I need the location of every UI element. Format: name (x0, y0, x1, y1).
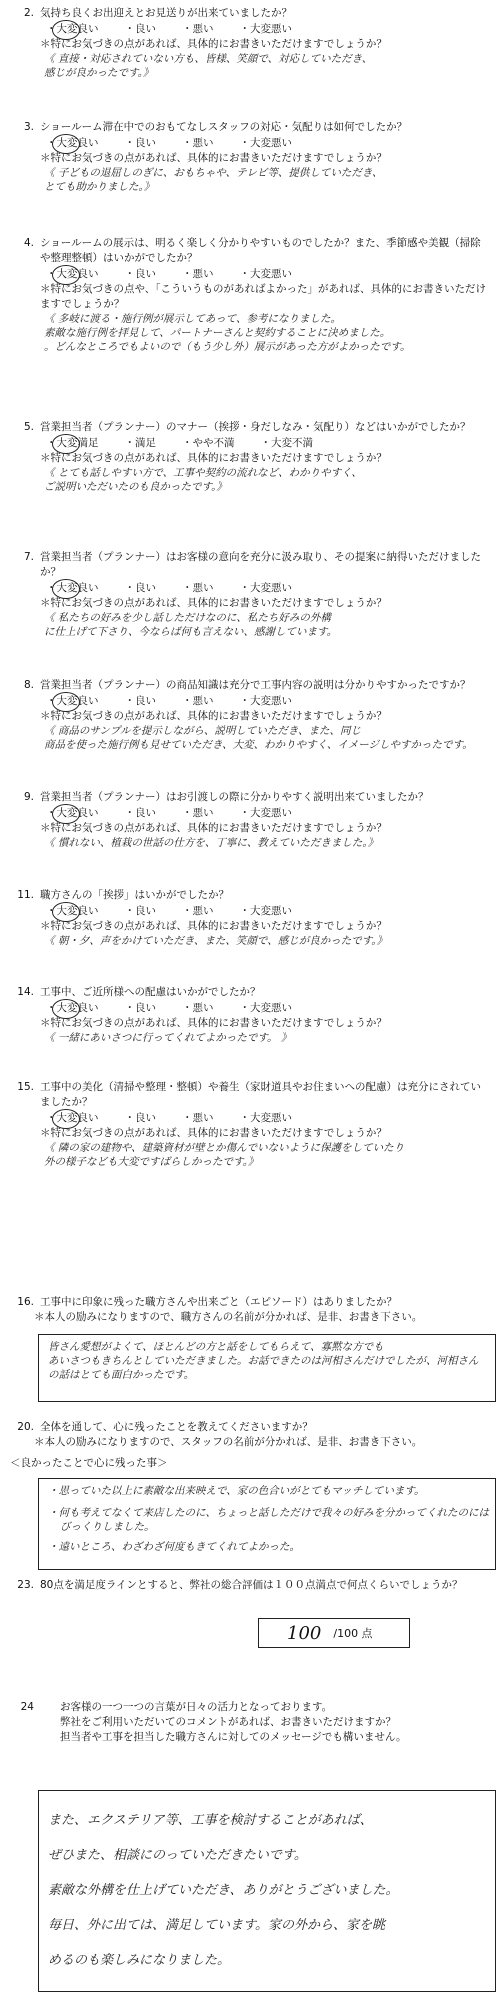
option-label: 良い (135, 582, 156, 594)
question-number: 8. (23, 679, 34, 691)
handwritten-answer: ご説明いただいたのも良かったです。》 (44, 481, 227, 493)
option-label: 大変不満 (271, 437, 313, 449)
handwritten-answer: の話はとても面白かったです。 (48, 1369, 195, 1381)
score-box (258, 1618, 410, 1648)
question-text: 工事中に印象に残った職方さんや出来ごと（エピソード）はありましたか？ (40, 1296, 397, 1308)
option-1[interactable]: ・良い (124, 23, 156, 35)
question-text: 営業担当者（プランナー）はお客様の意向を充分に汲み取り、その提案に納得いただけましたか？ (40, 551, 481, 578)
question-note: ＊特にお気づきの点や、「こういうものがあればよかった」があれば、具体的にお書きいただけますでしょうか？ (40, 283, 487, 310)
option-0-selected[interactable]: ・大変満足 (46, 437, 99, 449)
question-number: 3. (23, 121, 34, 133)
question-number: 20. (17, 1421, 34, 1433)
option-label: 大変悪い (250, 1112, 292, 1124)
option-1[interactable]: ・良い (124, 1002, 156, 1014)
handwritten-answer: ぜひまた、相談にのっていただきたいです。 (48, 1848, 307, 1863)
option-0-selected[interactable]: ・大変良い (46, 582, 99, 594)
option-2[interactable]: ・悪い (182, 23, 214, 35)
question-text: 営業担当者（プランナー）の商品知識は充分で工事内容の説明は分かりやすかったですか？ (40, 679, 471, 691)
option-label: 大変良い (56, 905, 99, 917)
option-label: 良い (135, 1112, 156, 1124)
option-3[interactable]: ・大変悪い (239, 268, 292, 280)
option-label: やや不満 (192, 437, 235, 449)
question-20 (10, 1420, 490, 1471)
question-number: 24 (20, 1701, 34, 1713)
handwritten-answer: あいさつもきちんとしていただきました。お話できたのは河相さんだけでしたが、河相さん (48, 1355, 479, 1367)
question-note: ＊特にお気づきの点があれば、具体的にお書きいただけますでしょうか？ (40, 710, 387, 722)
question-number: 4. (23, 237, 34, 249)
option-3[interactable]: ・大変悪い (239, 137, 292, 149)
option-1[interactable]: ・満足 (124, 437, 156, 449)
question-text: 工事中、ご近所様への配慮はいかがでしたか？ (40, 986, 261, 998)
option-2[interactable]: ・やや不満 (182, 437, 235, 449)
handwritten-answer: 《 一緒にあいさつに行ってくれてよかったです。 》 (44, 1032, 292, 1044)
option-label: 大変悪い (250, 23, 292, 35)
question-text: ショールーム滞在中でのおもてなしスタッフの対応・気配りは如何でしたか？ (40, 121, 408, 133)
question-block (10, 1080, 490, 1169)
option-label: 大変良い (56, 1002, 99, 1014)
option-0-selected[interactable]: ・大変良い (46, 268, 99, 280)
handwritten-answer: 商品を使った施行例も見せていただき、大変、わかりやすく、イメージしやすかったです。 (44, 739, 473, 751)
answer-options (46, 904, 490, 919)
question-16 (10, 1295, 490, 1325)
option-3[interactable]: ・大変悪い (239, 23, 292, 35)
option-3[interactable]: ・大変悪い (239, 695, 292, 707)
option-2[interactable]: ・悪い (182, 137, 214, 149)
question-note: ＊特にお気づきの点があれば、具体的にお書きいただけますでしょうか？ (40, 822, 387, 834)
question-text: 営業担当者（プランナー）のマナー（挨拶・身だしなみ・気配り）などはいかがでしたか？ (40, 421, 471, 433)
option-3[interactable]: ・大変悪い (239, 1002, 292, 1014)
handwritten-answer: 《 慣れない、植栽の世話の仕方を、丁寧に、教えていただきました。》 (44, 837, 379, 849)
handwritten-answer: 《 子どもの退屈しのぎに、おもちゃや、テレビ等、提供していただき、 (44, 167, 383, 179)
handwritten-answer: びっくりしました。 (60, 1521, 155, 1533)
question-note: ＊特にお気づきの点があれば、具体的にお書きいただけますでしょうか？ (40, 920, 387, 932)
option-label: 大変良い (56, 1112, 99, 1124)
answer-options (46, 694, 490, 709)
option-label: 良い (135, 268, 156, 280)
question-note: ＊特にお気づきの点があれば、具体的にお書きいただけますでしょうか？ (40, 597, 387, 609)
handwritten-answer: 皆さん愛想がよくて、ほとんどの方と話をしてもらえて、寡黙な方でも (48, 1341, 384, 1353)
option-label: 良い (135, 695, 156, 707)
question-number: 11. (17, 889, 34, 901)
option-1[interactable]: ・良い (124, 268, 156, 280)
handwritten-answer: 《 私たちの好みを少し話しただけなのに、私たち好みの外構 (44, 612, 331, 624)
answer-options (46, 806, 490, 821)
handwritten-answer: ・何も考えてなくて来店したのに、ちょっと話しただけで我々の好みを分かってくれたのには (48, 1507, 489, 1519)
option-label: 大変良い (56, 23, 99, 35)
question-block (10, 888, 490, 948)
question-23 (10, 1578, 490, 1593)
option-3[interactable]: ・大変悪い (239, 905, 292, 917)
handwritten-answer: 素敵な外構を仕上げていただき、ありがとうございました。 (48, 1883, 399, 1898)
question-text: お客様の一つ一つの言葉が日々の活力となっております。 (60, 1701, 333, 1713)
option-3[interactable]: ・大変悪い (239, 1112, 292, 1124)
question-number: 14. (17, 986, 34, 998)
question-number: 23. (17, 1579, 34, 1591)
option-label: 悪い (192, 23, 214, 35)
handwritten-answer: 外の様子なども大変ですばらしかったです。》 (44, 1156, 259, 1168)
option-1[interactable]: ・良い (124, 137, 156, 149)
question-number: 16. (17, 1296, 34, 1308)
answer-options (46, 581, 490, 596)
option-label: 大変良い (56, 582, 99, 594)
question-block (10, 6, 490, 80)
handwritten-answer: めるのも楽しみになりました。 (48, 1953, 231, 1968)
answer-options (46, 1001, 490, 1016)
option-label: 良い (135, 23, 156, 35)
option-label: 大変良い (56, 695, 99, 707)
option-label: 良い (135, 905, 156, 917)
handwritten-answer: 《 直接・対応されていない方も、皆様、笑顔で、対応していただき、 (44, 53, 373, 65)
answer-24 (48, 1803, 488, 1978)
option-label: 悪い (192, 268, 214, 280)
answer-options (46, 267, 490, 282)
answer-options (46, 436, 490, 451)
question-note: ＊特にお気づきの点があれば、具体的にお書きいただけますでしょうか？ (40, 38, 387, 50)
answer-options (46, 136, 490, 151)
option-label: 大変良い (56, 807, 99, 819)
handwritten-answer: 《 商品のサンプルを提示しながら、説明していただき、また、同じ (44, 725, 361, 737)
option-3[interactable]: ・大変不満 (260, 437, 313, 449)
question-block (10, 790, 490, 850)
option-label: 大変悪い (250, 807, 292, 819)
option-label: 大変悪い (250, 695, 292, 707)
question-text: 工事中の美化（清掃や整理・整頓）や養生（家財道具やお住まいへの配慮）は充分にされていましたか？ (40, 1081, 481, 1108)
option-label: 良い (135, 1002, 156, 1014)
option-3[interactable]: ・大変悪い (239, 582, 292, 594)
handwritten-answer: 《 朝・夕、声をかけていただき、また、笑顔で、感じが良かったです。》 (44, 935, 388, 947)
question-text: ショールームの展示は、明るく楽しく分かりやすいものでしたか？また、季節感や美観（掃除や整理整頓）はいかがでしたか？ (40, 237, 481, 264)
option-3[interactable]: ・大変悪い (239, 807, 292, 819)
handwritten-answer: に仕上げて下さり、今ならば何も言えない、感謝しています。 (44, 626, 338, 638)
handwritten-answer: ・遠いところ、わざわざ何度もきてくれてよかった。 (48, 1541, 300, 1553)
handwritten-answer: とても助かりました。》 (44, 181, 155, 193)
question-text: 弊社をご利用いただいてのコメントがあれば、お書きいただけますか？ (60, 1716, 396, 1728)
handwritten-answer: 感じが良かったです。》 (44, 67, 154, 79)
option-2[interactable]: ・悪い (182, 807, 214, 819)
score-unit: /100 点 (333, 1627, 373, 1640)
option-2[interactable]: ・悪い (182, 1112, 214, 1124)
option-label: 満足 (135, 437, 156, 449)
option-2[interactable]: ・悪い (182, 695, 214, 707)
question-text: 80点を満足度ラインとすると、弊社の総合評価は１００点満点で何点くらいでしょうか？ (40, 1579, 463, 1591)
question-number: 7. (23, 551, 34, 563)
option-label: 大変良い (56, 268, 99, 280)
question-block (10, 678, 490, 752)
question-number: 5. (23, 421, 34, 433)
score-value: 100 (287, 1622, 322, 1644)
question-block (10, 236, 490, 354)
handwritten-answer: 。どんなところでもよいので（もう少し外）展示があった方がよかったです。 (44, 341, 411, 353)
option-label: 大変悪い (250, 137, 292, 149)
question-note: ＊特にお気づきの点があれば、具体的にお書きいただけますでしょうか？ (40, 1127, 387, 1139)
option-2[interactable]: ・悪い (182, 1002, 214, 1014)
option-2[interactable]: ・悪い (182, 905, 214, 917)
option-label: 悪い (192, 1112, 214, 1124)
option-label: 悪い (192, 582, 214, 594)
question-text: 気持ち良くお出迎えとお見送りが出来ていましたか？ (40, 7, 292, 19)
question-note: ＊特にお気づきの点があれば、具体的にお書きいただけますでしょうか？ (40, 1017, 387, 1029)
question-note: ＊特にお気づきの点があれば、具体的にお書きいただけますでしょうか？ (40, 452, 387, 464)
question-text: 担当者や工事を担当した職方さんに対してのメッセージでも構いません。 (60, 1731, 407, 1743)
option-label: 悪い (192, 807, 214, 819)
answer-options (46, 22, 490, 37)
option-label: 大変悪い (250, 582, 292, 594)
handwritten-answer: 毎日、外に出ては、満足しています。家の外から、家を眺 (48, 1918, 385, 1933)
option-0-selected[interactable]: ・大変良い (46, 1002, 99, 1014)
option-label: 良い (135, 137, 156, 149)
question-block (10, 985, 490, 1045)
option-0-selected[interactable]: ・大変良い (46, 137, 99, 149)
question-block (10, 550, 490, 639)
handwritten-answer: 素敵な施行例を拝見して、パートナーさんと契約することに決めました。 (44, 327, 391, 339)
handwritten-answer: 《 多岐に渡る・施行例が展示してあって、参考になりました。 (44, 313, 342, 325)
answer-20 (14, 1484, 494, 1554)
option-label: 大変良い (56, 137, 99, 149)
question-number: 9. (23, 791, 34, 803)
question-subnote: ＊本人の励みになりますので、職方さんの名前が分かれば、是非、お書き下さい。 (34, 1311, 423, 1323)
option-2[interactable]: ・悪い (182, 582, 214, 594)
question-text: 職方さんの「挨拶」はいかがでしたか？ (40, 889, 229, 901)
option-1[interactable]: ・良い (124, 582, 156, 594)
option-label: 悪い (192, 905, 214, 917)
handwritten-answer: ・思っていた以上に素敵な出来映えで、家の色合いがとてもマッチしています。 (48, 1485, 425, 1497)
option-label: 悪い (192, 695, 214, 707)
option-0-selected[interactable]: ・大変良い (46, 905, 99, 917)
option-label: 大変満足 (56, 437, 99, 449)
question-24 (10, 1700, 490, 1745)
option-0-selected[interactable]: ・大変良い (46, 23, 99, 35)
question-number: 15. (17, 1081, 34, 1093)
option-label: 悪い (192, 137, 214, 149)
question-number: 2. (23, 7, 34, 19)
question-block (10, 120, 490, 194)
option-0-selected[interactable]: ・大変良い (46, 807, 99, 819)
option-2[interactable]: ・悪い (182, 268, 214, 280)
question-note: ＊特にお気づきの点があれば、具体的にお書きいただけますでしょうか？ (40, 152, 387, 164)
question-block (10, 420, 490, 494)
handwritten-answer: 《 とても話しやすい方で、工事や契約の流れなど、わかりやすく、 (44, 467, 362, 479)
option-label: 大変悪い (250, 268, 292, 280)
answer-options (46, 1111, 490, 1126)
option-label: 大変悪い (250, 1002, 292, 1014)
option-1[interactable]: ・良い (124, 905, 156, 917)
option-label: 良い (135, 807, 156, 819)
option-0-selected[interactable]: ・大変良い (46, 695, 99, 707)
question-text: 営業担当者（プランナー）はお引渡しの際に分かりやすく説明出来ていましたか？ (40, 791, 429, 803)
option-0-selected[interactable]: ・大変良い (46, 1112, 99, 1124)
option-1[interactable]: ・良い (124, 807, 156, 819)
handwritten-answer: 《 隣の家の建物や、建築資材が壁とか傷んでいないように保護をしていたり (44, 1142, 405, 1154)
option-label: 大変悪い (250, 905, 292, 917)
question-text: 全体を通して、心に残ったことを教えてくださいますか？ (40, 1421, 313, 1433)
option-1[interactable]: ・良い (124, 1112, 156, 1124)
option-1[interactable]: ・良い (124, 695, 156, 707)
answer-16 (14, 1340, 494, 1382)
section-heading: ＜良かったことで心に残った事＞ (10, 1457, 168, 1469)
question-subnote: ＊本人の励みになりますので、スタッフの名前が分かれば、是非、お書き下さい。 (34, 1436, 423, 1448)
option-label: 悪い (192, 1002, 214, 1014)
handwritten-answer: また、エクステリア等、工事を検討することがあれば、 (48, 1813, 373, 1828)
